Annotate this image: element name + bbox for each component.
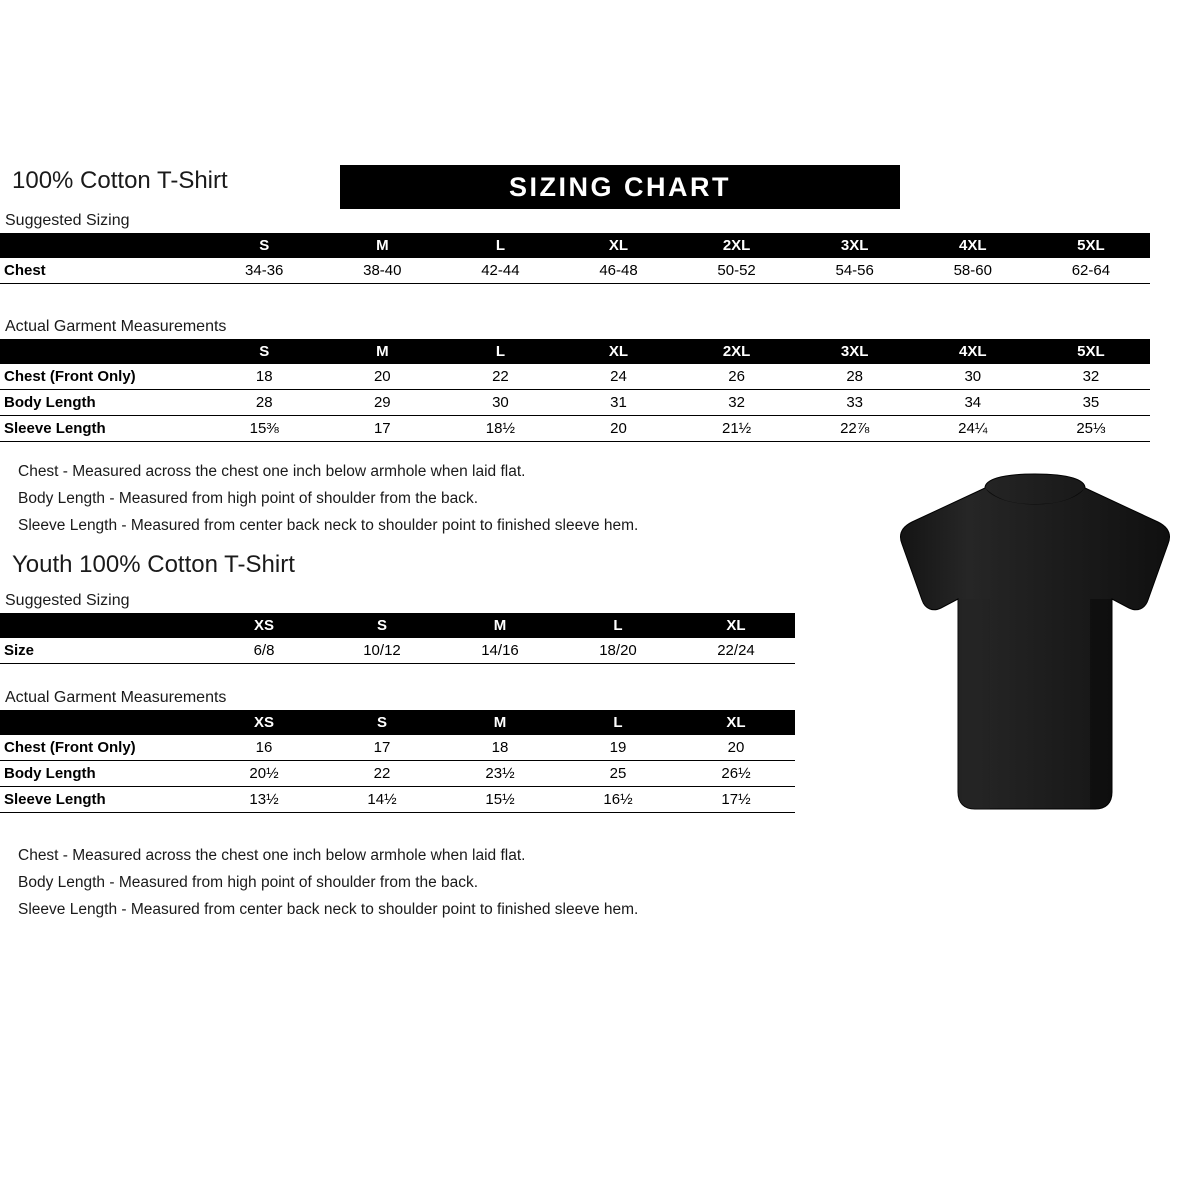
youth-actual-measurements-label: Actual Garment Measurements (5, 689, 227, 706)
table-row (0, 364, 1150, 390)
cell: 14/16 (441, 638, 559, 664)
youth-actual-measurements-table (0, 710, 795, 813)
sizing-chart-banner: SIZING CHART (340, 165, 900, 209)
note-chest: Chest - Measured across the chest one inch below armhole when laid flat. (18, 847, 526, 864)
cell: 22 (441, 364, 559, 390)
row-label-body-length: Body Length (0, 390, 205, 416)
cell: 50-52 (678, 258, 796, 284)
table-row (0, 735, 795, 761)
cell: 34 (914, 390, 1032, 416)
cell: 62-64 (1032, 258, 1150, 284)
cell: 30 (441, 390, 559, 416)
col-header-4xl: 4XL (914, 339, 1032, 364)
cell: 14½ (323, 787, 441, 813)
row-label-sleeve-length: Sleeve Length (0, 787, 205, 813)
col-header-xl: XL (677, 710, 795, 735)
col-header-3xl: 3XL (796, 339, 914, 364)
table-row (0, 258, 1150, 284)
cell: 35 (1032, 390, 1150, 416)
col-header-l: L (441, 233, 559, 258)
cell: 34-36 (205, 258, 323, 284)
table-header-row (0, 233, 1150, 258)
adult-suggested-sizing-label: Suggested Sizing (5, 212, 130, 229)
cell: 30 (914, 364, 1032, 390)
cell: 17 (323, 735, 441, 761)
cell: 18 (441, 735, 559, 761)
col-header-m: M (323, 233, 441, 258)
cell: 6/8 (205, 638, 323, 664)
youth-notes (18, 842, 638, 923)
col-header-s: S (323, 613, 441, 638)
cell: 24¼ (914, 416, 1032, 442)
col-header-blank (0, 339, 205, 364)
col-header-xs: XS (205, 613, 323, 638)
table-header-row (0, 710, 795, 735)
cell: 17 (323, 416, 441, 442)
cell: 28 (205, 390, 323, 416)
cell: 21½ (678, 416, 796, 442)
col-header-2xl: 2XL (678, 339, 796, 364)
col-header-5xl: 5XL (1032, 233, 1150, 258)
cell: 28 (796, 364, 914, 390)
cell: 46-48 (559, 258, 677, 284)
cell: 25 (559, 761, 677, 787)
cell: 16 (205, 735, 323, 761)
cell: 38-40 (323, 258, 441, 284)
cell: 20½ (205, 761, 323, 787)
col-header-xl: XL (559, 233, 677, 258)
col-header-2xl: 2XL (678, 233, 796, 258)
col-header-s: S (205, 339, 323, 364)
col-header-l: L (441, 339, 559, 364)
cell: 23½ (441, 761, 559, 787)
cell: 15⅜ (205, 416, 323, 442)
cell: 20 (559, 416, 677, 442)
col-header-m: M (323, 339, 441, 364)
adult-suggested-sizing-table (0, 233, 1150, 284)
cell: 31 (559, 390, 677, 416)
row-label-chest: Chest (0, 258, 205, 284)
row-label-chest-front-only: Chest (Front Only) (0, 735, 205, 761)
col-header-m: M (441, 710, 559, 735)
col-header-s: S (205, 233, 323, 258)
col-header-xl: XL (677, 613, 795, 638)
table-row (0, 787, 795, 813)
row-label-chest-front-only: Chest (Front Only) (0, 364, 205, 390)
table-header-row (0, 613, 795, 638)
cell: 10/12 (323, 638, 441, 664)
note-sleeve-length: Sleeve Length - Measured from center back neck to shoulder point to finished sleeve hem. (18, 517, 639, 534)
adult-actual-measurements-label: Actual Garment Measurements (5, 318, 227, 335)
note-chest: Chest - Measured across the chest one inch below armhole when laid flat. (18, 463, 526, 480)
cell: 22/24 (677, 638, 795, 664)
cell: 29 (323, 390, 441, 416)
col-header-blank (0, 233, 205, 258)
table-row (0, 638, 795, 664)
cell: 19 (559, 735, 677, 761)
row-label-sleeve-length: Sleeve Length (0, 416, 205, 442)
cell: 32 (1032, 364, 1150, 390)
col-header-blank (0, 710, 205, 735)
cell: 13½ (205, 787, 323, 813)
cell: 26 (678, 364, 796, 390)
col-header-l: L (559, 710, 677, 735)
table-row (0, 761, 795, 787)
row-label-body-length: Body Length (0, 761, 205, 787)
cell: 22⅞ (796, 416, 914, 442)
youth-suggested-sizing-label: Suggested Sizing (5, 592, 130, 609)
cell: 15½ (441, 787, 559, 813)
table-header-row (0, 339, 1150, 364)
cell: 20 (323, 364, 441, 390)
col-header-xl: XL (559, 339, 677, 364)
cell: 26½ (677, 761, 795, 787)
col-header-5xl: 5XL (1032, 339, 1150, 364)
col-header-blank (0, 613, 205, 638)
cell: 25⅓ (1032, 416, 1150, 442)
cell: 17½ (677, 787, 795, 813)
table-row (0, 416, 1150, 442)
table-row (0, 390, 1150, 416)
cell: 58-60 (914, 258, 1032, 284)
adult-section-title: 100% Cotton T-Shirt (12, 167, 228, 194)
cell: 18/20 (559, 638, 677, 664)
cell: 18½ (441, 416, 559, 442)
cell: 18 (205, 364, 323, 390)
note-body-length: Body Length - Measured from high point of shoulder from the back. (18, 874, 479, 891)
note-body-length: Body Length - Measured from high point of shoulder from the back. (18, 490, 479, 507)
youth-section-title: Youth 100% Cotton T-Shirt (12, 551, 295, 578)
cell: 33 (796, 390, 914, 416)
cell: 16½ (559, 787, 677, 813)
black-tshirt-photo (890, 470, 1180, 820)
adult-notes (18, 458, 638, 539)
cell: 24 (559, 364, 677, 390)
col-header-xs: XS (205, 710, 323, 735)
cell: 54-56 (796, 258, 914, 284)
cell: 22 (323, 761, 441, 787)
youth-suggested-sizing-table (0, 613, 795, 664)
col-header-3xl: 3XL (796, 233, 914, 258)
col-header-4xl: 4XL (914, 233, 1032, 258)
adult-actual-measurements-table (0, 339, 1150, 442)
cell: 42-44 (441, 258, 559, 284)
note-sleeve-length: Sleeve Length - Measured from center back neck to shoulder point to finished sleeve hem. (18, 901, 639, 918)
row-label-size: Size (0, 638, 205, 664)
col-header-m: M (441, 613, 559, 638)
cell: 20 (677, 735, 795, 761)
col-header-l: L (559, 613, 677, 638)
col-header-s: S (323, 710, 441, 735)
cell: 32 (678, 390, 796, 416)
